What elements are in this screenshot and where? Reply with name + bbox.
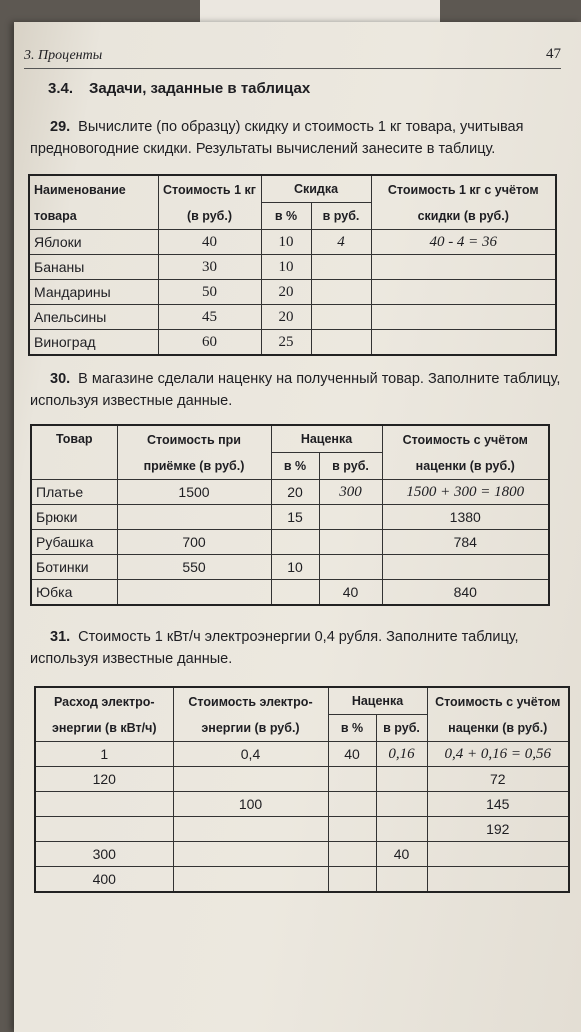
cell-rub[interactable]: 4 <box>311 230 371 255</box>
cell-percent[interactable] <box>328 817 376 842</box>
section-number: 3.4. <box>48 80 74 97</box>
header-percent: в % <box>328 715 376 742</box>
table-row <box>31 530 549 555</box>
table-row <box>35 842 569 867</box>
cell-name: Яблоки <box>29 230 158 255</box>
cell-percent[interactable] <box>328 842 376 867</box>
task-30-number: 30. <box>50 371 71 387</box>
cell-final: 145 <box>427 792 569 817</box>
task-31-table <box>34 686 570 893</box>
cell-name: Юбка <box>31 580 117 606</box>
cell-name: Мандарины <box>29 280 158 305</box>
cell-percent[interactable] <box>271 530 319 555</box>
cell-cost: 45 <box>158 305 261 330</box>
table-row <box>35 792 569 817</box>
cell-name: Бананы <box>29 255 158 280</box>
cell-final: 0,4 + 0,16 = 0,56 <box>427 742 569 767</box>
cell-rub[interactable] <box>319 555 382 580</box>
cell-percent[interactable] <box>328 867 376 893</box>
cell-usage: 300 <box>35 842 173 867</box>
table-row <box>35 817 569 842</box>
table-row <box>31 580 549 606</box>
book-page <box>14 22 581 1032</box>
cell-final: 840 <box>382 580 549 606</box>
table-header-row <box>29 175 556 203</box>
cell-cost: 50 <box>158 280 261 305</box>
cell-name: Виноград <box>29 330 158 356</box>
header-discount: Скидка <box>261 175 371 203</box>
cell-final: 192 <box>427 817 569 842</box>
cell-percent: 20 <box>261 280 311 305</box>
page-header <box>24 46 561 69</box>
cell-percent[interactable] <box>328 792 376 817</box>
cell-percent: 15 <box>271 505 319 530</box>
task-30-table <box>30 424 550 606</box>
header-markup: Наценка <box>271 425 382 453</box>
cell-rub[interactable] <box>376 767 427 792</box>
cell-cost: 550 <box>117 555 271 580</box>
page-number: 47 <box>546 46 561 62</box>
cell-cost[interactable] <box>173 842 328 867</box>
header-markup: Наценка <box>328 687 427 715</box>
table-row <box>29 230 556 255</box>
cell-cost: 700 <box>117 530 271 555</box>
table-row <box>29 280 556 305</box>
section-title: Задачи, заданные в таблицах <box>89 80 311 97</box>
table-row <box>31 505 549 530</box>
cell-rub[interactable] <box>311 305 371 330</box>
header-product: Товар <box>31 425 117 480</box>
table-row <box>29 305 556 330</box>
cell-rub[interactable]: 300 <box>319 480 382 505</box>
task-31-number: 31. <box>50 629 71 645</box>
cell-cost: 40 <box>158 230 261 255</box>
task-29-text <box>30 116 570 160</box>
cell-cost: 60 <box>158 330 261 356</box>
header-percent: в % <box>271 453 319 480</box>
table-row <box>35 742 569 767</box>
header-rub: в руб. <box>376 715 427 742</box>
cell-rub: 0,16 <box>376 742 427 767</box>
cell-name: Платье <box>31 480 117 505</box>
table-row <box>35 867 569 893</box>
cell-percent: 10 <box>271 555 319 580</box>
cell-name: Рубашка <box>31 530 117 555</box>
task-31-text <box>30 626 570 670</box>
cell-final: 1380 <box>382 505 549 530</box>
cell-rub: 40 <box>376 842 427 867</box>
section-heading <box>48 80 310 97</box>
cell-percent[interactable] <box>328 767 376 792</box>
cell-usage: 400 <box>35 867 173 893</box>
chapter-title: 3. Проценты <box>24 48 103 63</box>
task-30-statement: В магазине сделали наценку на полученный товар. Заполните таблицу, используя известные данные. <box>30 371 561 409</box>
header-rub: в руб. <box>319 453 382 480</box>
header-final-cost: Стоимость с учётом наценки (в руб.) <box>427 687 569 742</box>
header-final-cost: Стоимость с учётом наценки (в руб.) <box>382 425 549 480</box>
table-row <box>29 330 556 356</box>
cell-percent: 10 <box>261 255 311 280</box>
cell-rub[interactable] <box>376 817 427 842</box>
cell-final[interactable]: 1500 + 300 = 1800 <box>382 480 549 505</box>
table-header-row <box>31 425 549 453</box>
table-row <box>29 255 556 280</box>
cell-usage[interactable] <box>35 792 173 817</box>
cell-cost[interactable] <box>117 505 271 530</box>
header-cost: Стоимость при приёмке (в руб.) <box>117 425 271 480</box>
header-percent: в % <box>261 203 311 230</box>
cell-rub[interactable] <box>311 330 371 356</box>
cell-percent: 20 <box>271 480 319 505</box>
cell-final[interactable] <box>427 867 569 893</box>
task-29-number: 29. <box>50 119 71 135</box>
cell-cost: 1500 <box>117 480 271 505</box>
cell-percent[interactable] <box>271 580 319 606</box>
cell-cost[interactable] <box>173 867 328 893</box>
table-row <box>31 555 549 580</box>
cell-cost[interactable] <box>117 580 271 606</box>
cell-rub[interactable] <box>376 792 427 817</box>
header-usage: Расход электро-энергии (в кВт/ч) <box>35 687 173 742</box>
table-row <box>35 767 569 792</box>
header-cost: Стоимость 1 кг (в руб.) <box>158 175 261 230</box>
cell-percent: 25 <box>261 330 311 356</box>
header-cost: Стоимость электро-энергии (в руб.) <box>173 687 328 742</box>
cell-rub[interactable] <box>376 867 427 893</box>
cell-usage: 120 <box>35 767 173 792</box>
cell-cost[interactable] <box>173 767 328 792</box>
cell-cost: 100 <box>173 792 328 817</box>
cell-final[interactable] <box>371 255 556 280</box>
cell-usage[interactable] <box>35 817 173 842</box>
cell-final[interactable] <box>371 280 556 305</box>
header-final-cost: Стоимость 1 кг с учётом скидки (в руб.) <box>371 175 556 230</box>
task-30-text <box>30 368 570 412</box>
cell-final: 72 <box>427 767 569 792</box>
cell-final: 784 <box>382 530 549 555</box>
cell-rub[interactable] <box>311 255 371 280</box>
task-29-statement: Вычислите (по образцу) скидку и стоимость 1 кг товара, учитывая предновогодние скидки. Результаты вычислений занесите в таблицу. <box>30 119 524 157</box>
cell-percent: 20 <box>261 305 311 330</box>
cell-cost: 30 <box>158 255 261 280</box>
cell-cost: 0,4 <box>173 742 328 767</box>
cell-rub[interactable] <box>319 505 382 530</box>
cell-rub[interactable] <box>311 280 371 305</box>
cell-percent: 40 <box>328 742 376 767</box>
task-29-table <box>28 174 557 356</box>
table-row <box>31 480 549 505</box>
cell-percent: 10 <box>261 230 311 255</box>
cell-name: Брюки <box>31 505 117 530</box>
cell-final[interactable]: 40 - 4 = 36 <box>371 230 556 255</box>
cell-final[interactable] <box>371 330 556 356</box>
cell-final[interactable] <box>371 305 556 330</box>
cell-usage: 1 <box>35 742 173 767</box>
cell-name: Апельсины <box>29 305 158 330</box>
cell-cost[interactable] <box>173 817 328 842</box>
table-header-row <box>35 687 569 715</box>
top-paper-strip <box>200 0 440 22</box>
header-product-name: Наименование товара <box>29 175 158 230</box>
cell-rub[interactable] <box>319 530 382 555</box>
header-rub: в руб. <box>311 203 371 230</box>
cell-final[interactable] <box>427 842 569 867</box>
cell-final[interactable] <box>382 555 549 580</box>
cell-rub: 40 <box>319 580 382 606</box>
task-31-statement: Стоимость 1 кВт/ч электроэнергии 0,4 рубля. Заполните таблицу, используя известные данные. <box>30 629 519 667</box>
cell-name: Ботинки <box>31 555 117 580</box>
